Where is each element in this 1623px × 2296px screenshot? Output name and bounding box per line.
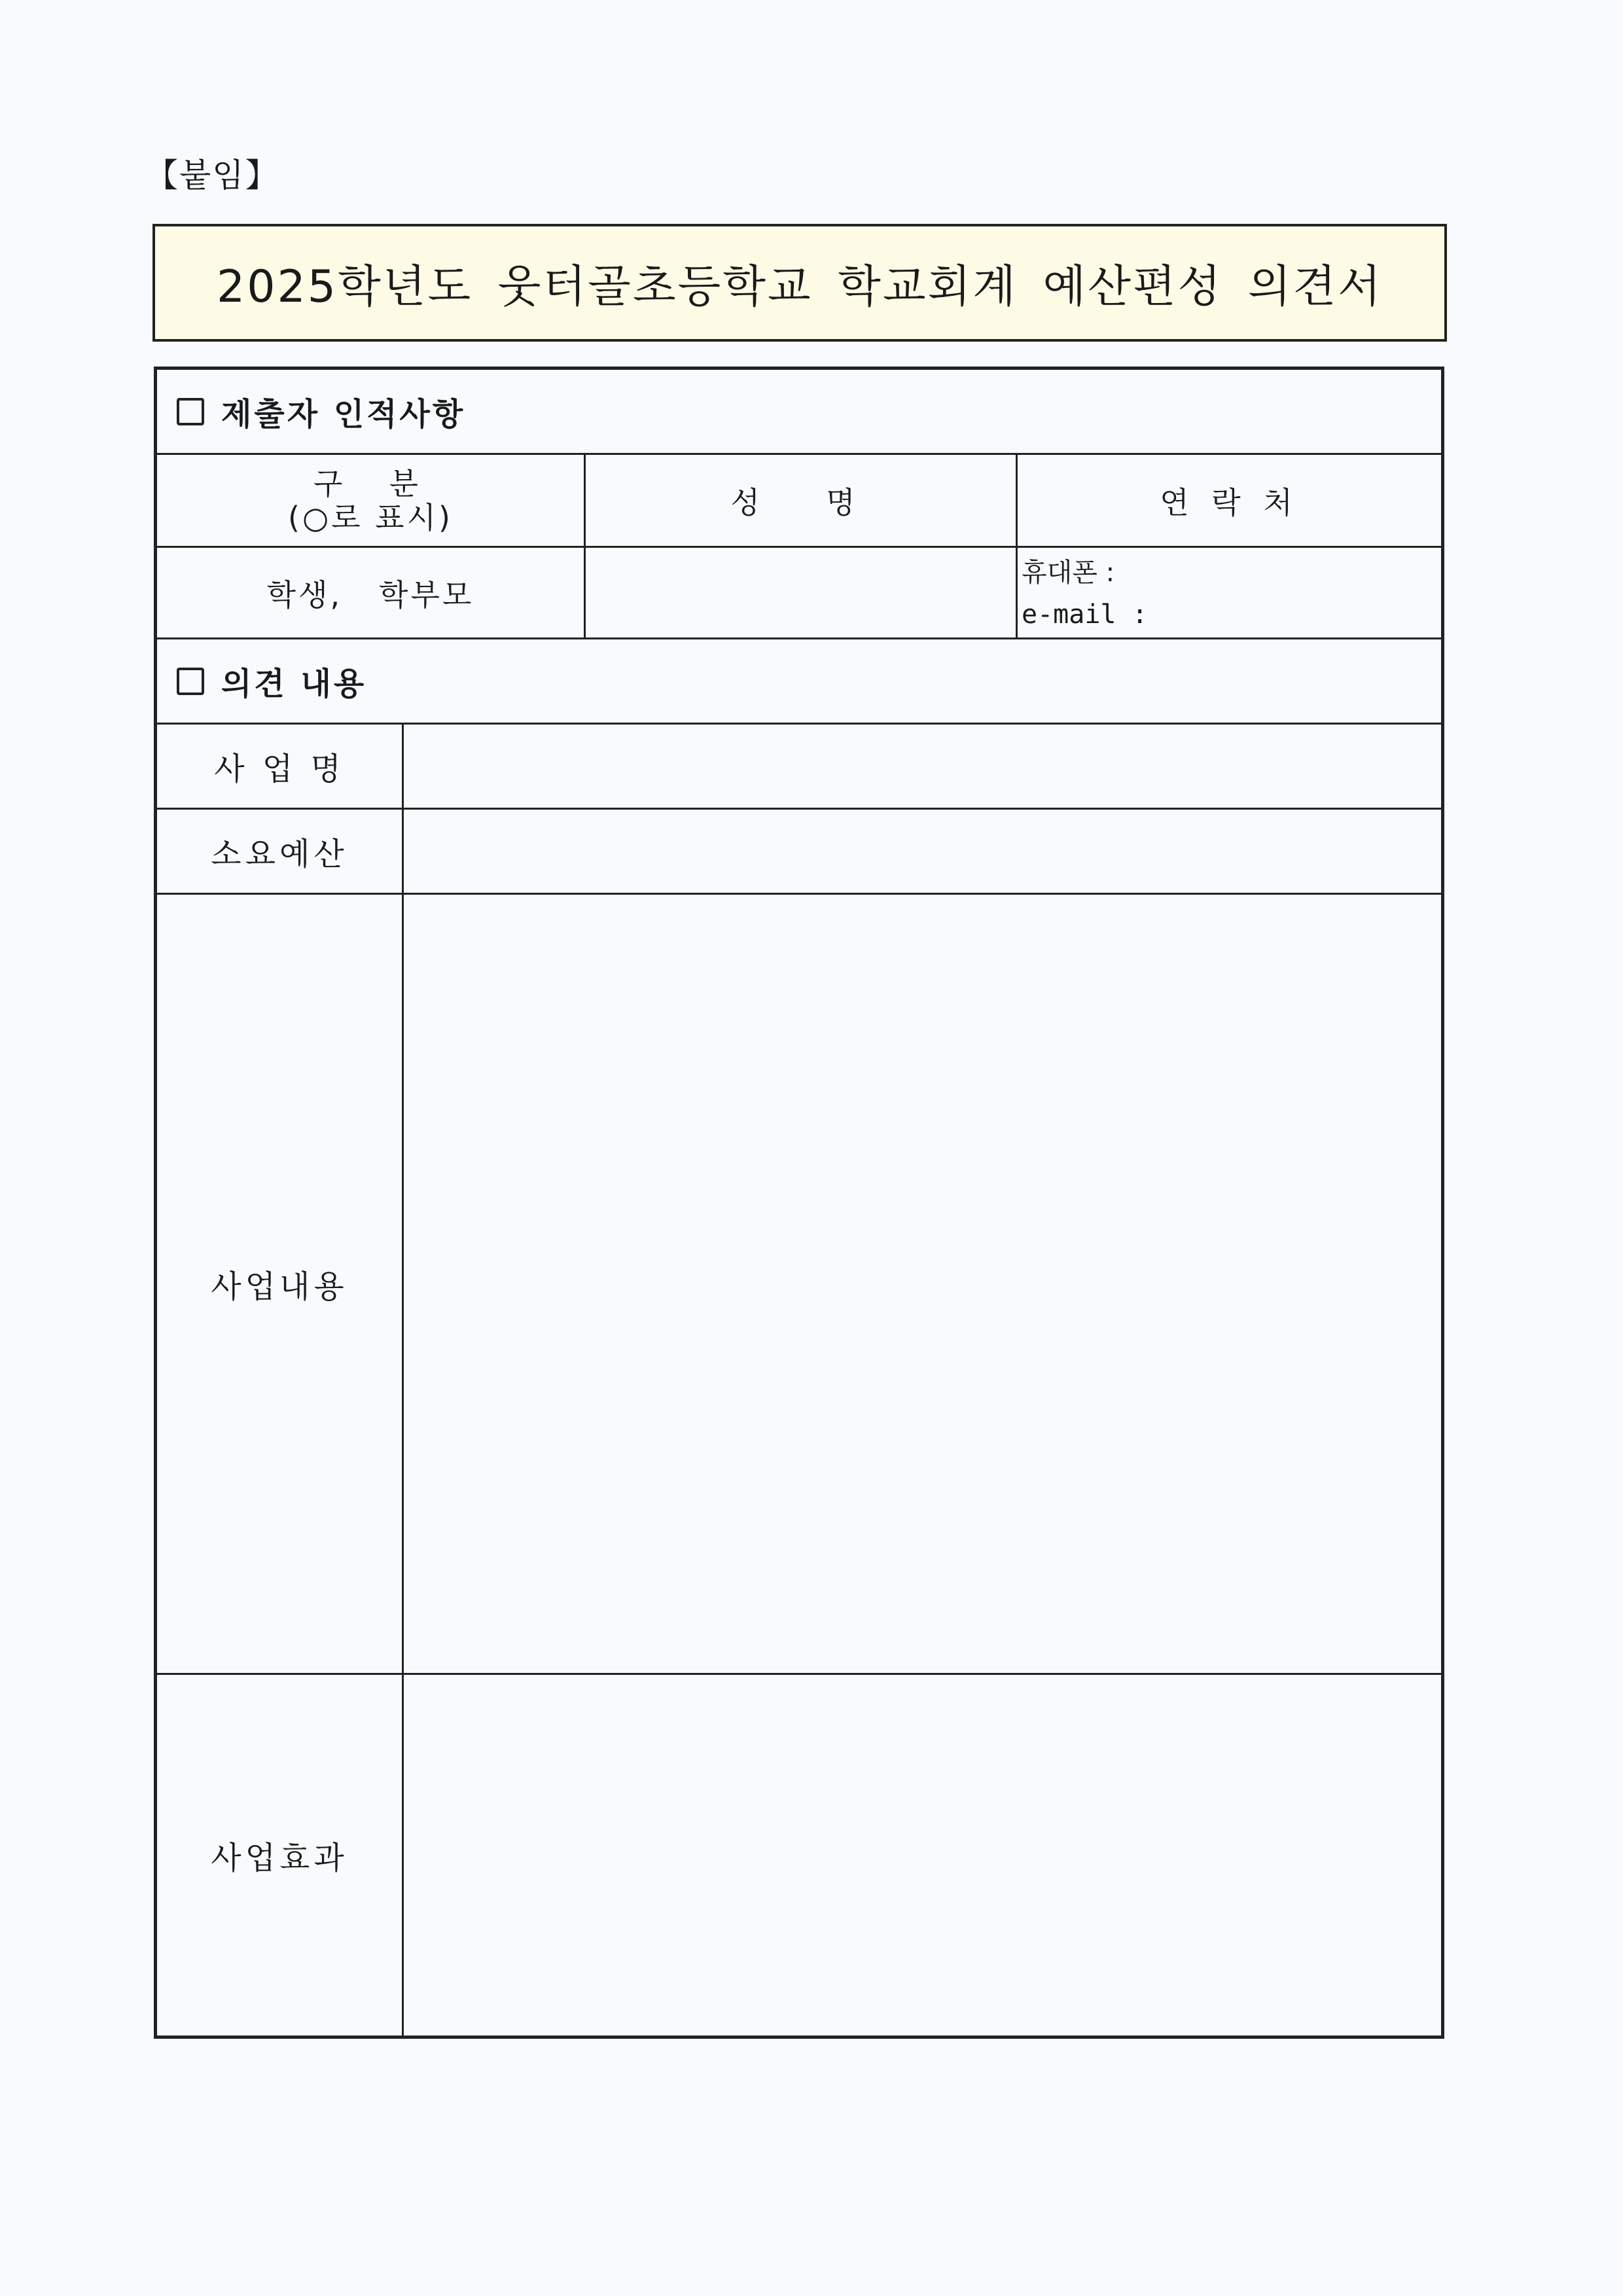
opinion-section-heading bbox=[157, 639, 1441, 725]
submitter-header-row bbox=[157, 455, 1441, 548]
submitter-data-row bbox=[157, 548, 1441, 639]
project-content-row bbox=[157, 895, 1441, 1675]
name-header: 성 명 bbox=[586, 455, 1018, 546]
opinion-heading-text: 의견 내용 bbox=[221, 666, 367, 702]
project-effect-row bbox=[157, 1675, 1441, 2036]
project-name-field[interactable] bbox=[404, 725, 1441, 808]
document-title: 2025학년도 웃터골초등학교 학교회계 예산편성 의견서 bbox=[217, 260, 1383, 313]
submitter-heading-text: 제출자 인적사항 bbox=[221, 396, 466, 433]
category-header-line1: 구 분 bbox=[313, 465, 428, 501]
name-field[interactable] bbox=[586, 548, 1018, 637]
project-effect-field[interactable] bbox=[404, 1675, 1441, 2036]
project-name-row bbox=[157, 725, 1441, 810]
budget-field[interactable] bbox=[404, 810, 1441, 893]
category-cell[interactable]: 학생, 학부모 bbox=[157, 548, 586, 637]
checkbox-icon[interactable] bbox=[177, 668, 204, 695]
phone-label: 휴대폰 : bbox=[1022, 558, 1115, 588]
contact-cell[interactable] bbox=[1018, 548, 1441, 637]
contact-header: 연 락 처 bbox=[1160, 484, 1299, 520]
submitter-section-heading bbox=[157, 370, 1441, 455]
budget-row bbox=[157, 810, 1441, 895]
title-box bbox=[152, 224, 1447, 342]
category-header bbox=[157, 455, 586, 546]
category-header-line2: (○로 표시) bbox=[288, 499, 453, 535]
checkbox-icon[interactable] bbox=[177, 398, 204, 425]
project-content-label: 사업내용 bbox=[157, 895, 404, 1673]
opinion-form bbox=[154, 367, 1444, 2039]
budget-label: 소요예산 bbox=[157, 810, 404, 893]
attachment-label: 【붙임】 bbox=[145, 156, 279, 194]
project-effect-label: 사업효과 bbox=[157, 1675, 404, 2036]
project-content-field[interactable] bbox=[404, 895, 1441, 1673]
project-name-label: 사 업 명 bbox=[157, 725, 404, 808]
email-label: e-mail : bbox=[1022, 600, 1148, 630]
